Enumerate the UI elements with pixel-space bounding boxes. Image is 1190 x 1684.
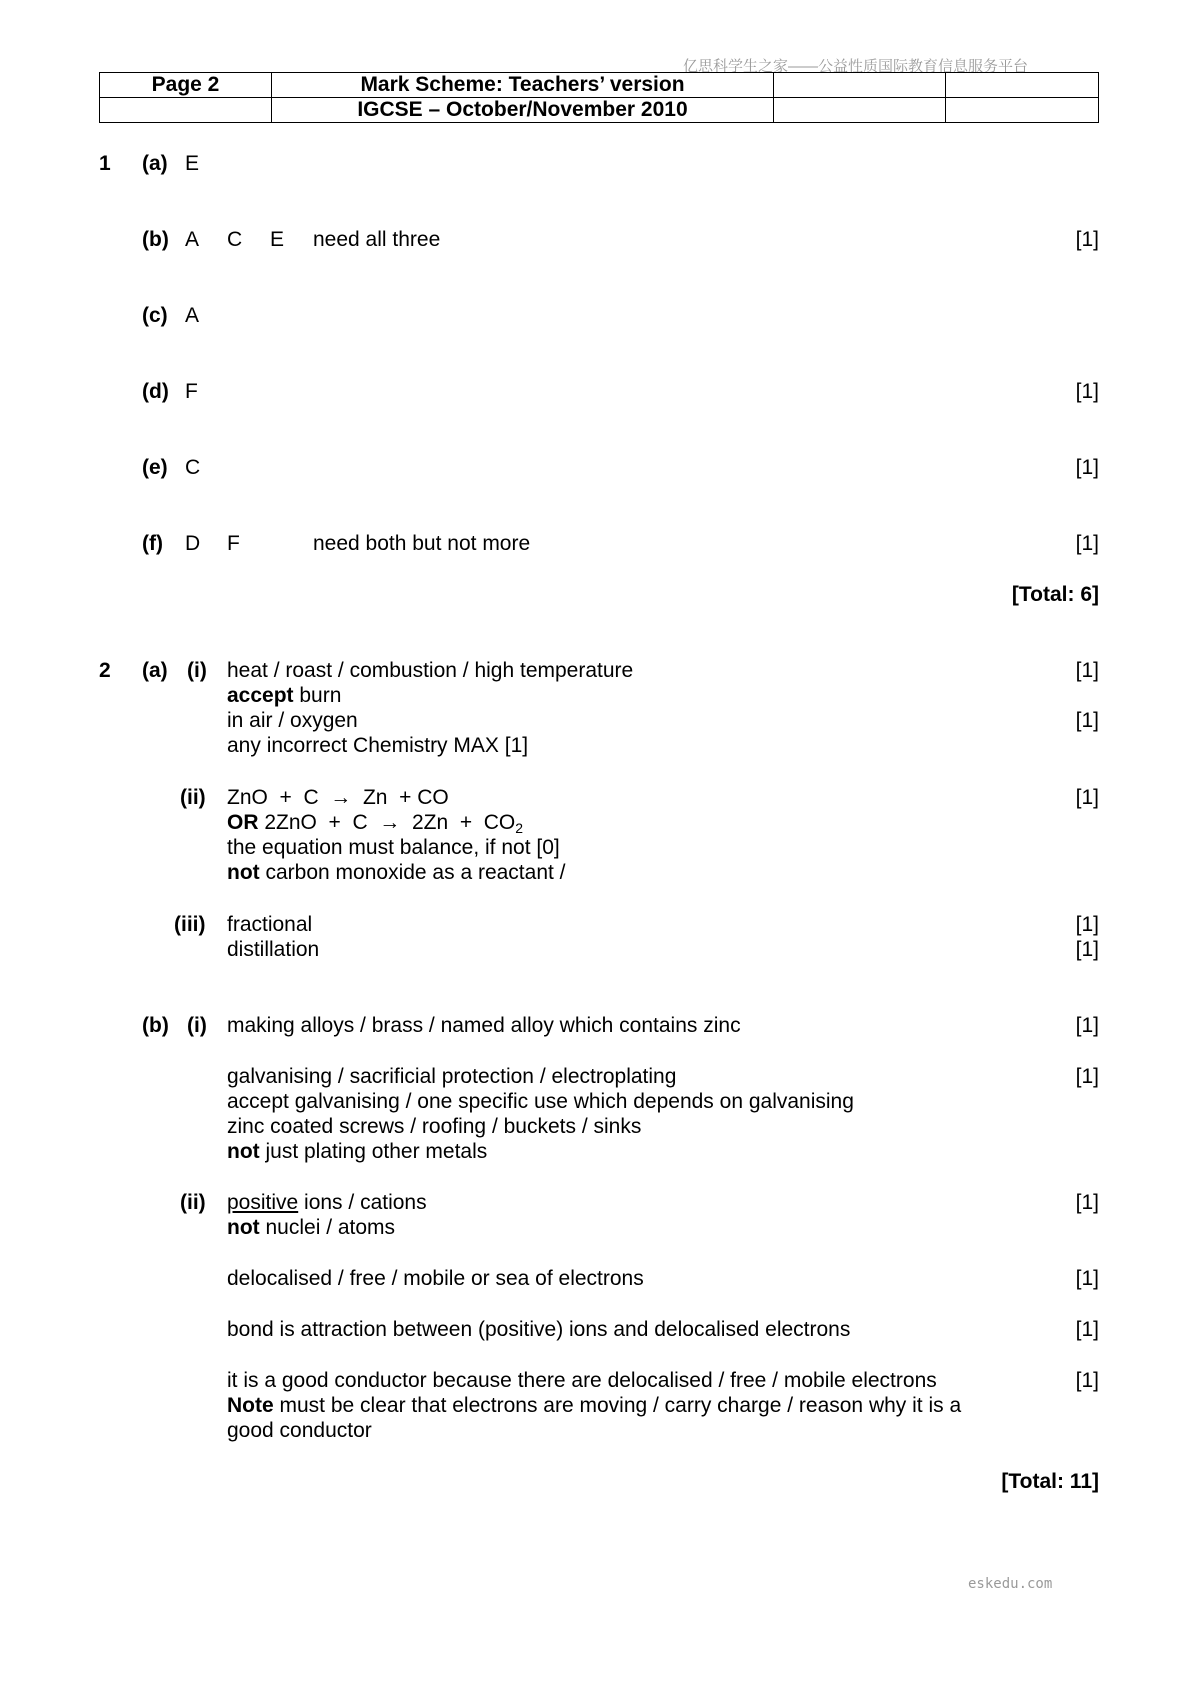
q2a-label: (a) — [142, 659, 168, 682]
q2bii-line-7: good conductor — [227, 1419, 372, 1442]
or-keyword: OR — [227, 811, 259, 834]
q2bii-line-5: it is a good conductor because there are delocalised / free / mobile electrons — [227, 1369, 937, 1392]
q2ai-line-1: heat / roast / combustion / high temperature — [227, 659, 634, 682]
q2bi-label: (i) — [187, 1014, 207, 1037]
not-keyword: not — [227, 1216, 260, 1239]
q2aiii-label: (iii) — [174, 913, 206, 936]
q2aiii-mark-2: [1] — [1075, 938, 1099, 961]
q2aii-line-4 — [227, 860, 566, 885]
q1f-label: (f) — [142, 532, 163, 555]
q2aiii-line-1: fractional — [227, 913, 313, 936]
q1a-answer: E — [185, 152, 200, 175]
q2ai-line-4: any incorrect Chemistry MAX [1] — [227, 734, 529, 757]
q1b-answer-1: A — [185, 228, 200, 251]
header-exam: IGCSE – October/November 2010 — [272, 98, 774, 123]
q2bii-line-4: bond is attraction between (positive) ions and delocalised electrons — [227, 1318, 851, 1341]
q2bi-line-1: making alloys / brass / named alloy which contains zinc — [227, 1014, 741, 1037]
q2bii-line-6 — [227, 1393, 961, 1418]
q2aii-equation-2-text: 2ZnO + C → 2Zn + CO — [258, 811, 516, 834]
q2b-label: (b) — [142, 1014, 169, 1037]
q2aiii-line-2: distillation — [227, 938, 320, 961]
header-empty-2 — [946, 73, 1099, 98]
q1b-answer-3: E — [270, 228, 285, 251]
q1d-answer: F — [185, 380, 198, 403]
q2ai-mark-1: [1] — [1075, 659, 1099, 682]
q1f-answer-1: D — [185, 532, 201, 555]
q1f-answer-2: F — [227, 532, 240, 555]
q2bii-mark-1: [1] — [1075, 1191, 1099, 1214]
q2aii-label: (ii) — [180, 786, 206, 809]
q1b-answer-2: C — [227, 228, 243, 251]
q1b-label: (b) — [142, 228, 169, 251]
q2bi-line-3: accept galvanising / one specific use which depends on galvanising — [227, 1090, 854, 1113]
q2ai-mark-3: [1] — [1075, 709, 1099, 732]
not-keyword: not — [227, 861, 260, 884]
q2bii-label: (ii) — [180, 1191, 206, 1214]
q1-total: [Total: 6] — [1011, 583, 1099, 606]
q2aii-line-4-rest: carbon monoxide as a reactant / — [259, 861, 566, 884]
note-keyword: Note — [227, 1394, 274, 1417]
q2bii-line-2 — [227, 1215, 395, 1240]
q1f-note: need both but not more — [313, 532, 531, 555]
q1c-label: (c) — [142, 304, 168, 327]
q2aii-line-3: the equation must balance, if not [0] — [227, 836, 560, 859]
q2ai-line-3: in air / oxygen — [227, 709, 358, 732]
q1d-label: (d) — [142, 380, 169, 403]
q1c-answer: A — [185, 304, 200, 327]
q2bii-line-2-rest: nuclei / atoms — [259, 1216, 396, 1239]
q2bii-line-1 — [227, 1190, 427, 1215]
q1e-mark: [1] — [1075, 456, 1099, 479]
watermark-bottom: eskedu.com — [968, 1576, 1053, 1592]
q2aii-equation-2-subscript: 2 — [515, 820, 524, 836]
header-empty-5 — [946, 98, 1099, 123]
header-table — [99, 72, 1099, 123]
q2-total: [Total: 11] — [1001, 1470, 1099, 1493]
q1b-note: need all three — [313, 228, 441, 251]
q1a-label: (a) — [142, 152, 168, 175]
q2ai-line-2 — [227, 683, 341, 708]
q2aii-equation-1: ZnO + C → Zn + CO — [227, 786, 449, 809]
positive-underlined: positive — [227, 1191, 299, 1214]
q2bii-line-6-rest: must be clear that electrons are moving / carry charge / reason why it is a — [273, 1394, 962, 1417]
q2bii-mark-4: [1] — [1075, 1318, 1099, 1341]
q1b-mark: [1] — [1075, 228, 1099, 251]
q2bii-line-1-rest: ions / cations — [298, 1191, 427, 1214]
q2bii-line-3: delocalised / free / mobile or sea of electrons — [227, 1267, 644, 1290]
q2aii-mark: [1] — [1075, 786, 1099, 809]
q2bi-line-4: zinc coated screws / roofing / buckets / sinks — [227, 1115, 642, 1138]
q2bi-line-5 — [227, 1139, 487, 1164]
header-empty-3 — [100, 98, 272, 123]
q2bi-line-2: galvanising / sacrificial protection / electroplating — [227, 1065, 677, 1088]
accept-keyword: accept — [227, 684, 294, 707]
header-page: Page 2 — [100, 73, 272, 98]
header-empty-1 — [774, 73, 946, 98]
q2bii-mark-5: [1] — [1075, 1369, 1099, 1392]
q2aiii-mark-1: [1] — [1075, 913, 1099, 936]
q2aii-equation-2 — [227, 810, 523, 835]
q1e-label: (e) — [142, 456, 168, 479]
q1-number: 1 — [99, 152, 111, 175]
q1f-mark: [1] — [1075, 532, 1099, 555]
q2bi-mark-2: [1] — [1075, 1065, 1099, 1088]
q2bi-mark-1: [1] — [1075, 1014, 1099, 1037]
watermark-top: 亿思科学生之家——公益性质国际教育信息服务平台 — [683, 58, 1029, 75]
header-empty-4 — [774, 98, 946, 123]
q2bi-line-5-rest: just plating other metals — [259, 1140, 488, 1163]
q2-number: 2 — [99, 659, 111, 682]
q1e-answer: C — [185, 456, 201, 479]
not-keyword: not — [227, 1140, 260, 1163]
q2ai-line-2-rest: burn — [293, 684, 342, 707]
q2ai-label: (i) — [187, 659, 207, 682]
header-title: Mark Scheme: Teachers’ version — [272, 73, 774, 98]
q1d-mark: [1] — [1075, 380, 1099, 403]
q2bii-mark-3: [1] — [1075, 1267, 1099, 1290]
